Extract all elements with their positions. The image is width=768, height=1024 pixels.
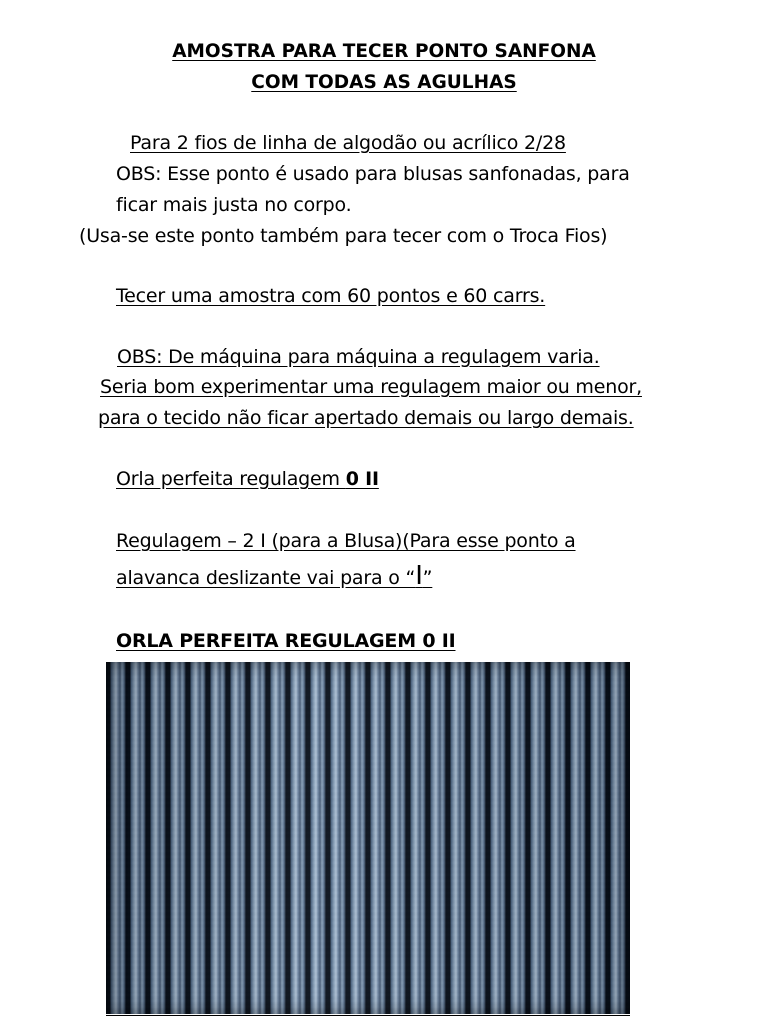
obs-2-line-1: OBS: De máquina para máquina a regulagem varia. <box>117 346 600 368</box>
regulagem-line-2-value: I <box>415 561 423 591</box>
obs-2-line-3: para o tecido não ficar apertado demais ou largo demais. <box>98 407 634 429</box>
bottom-rule <box>106 1015 630 1016</box>
regulagem-line-2 <box>116 561 433 591</box>
obs-1-line-1: OBS: Esse ponto é usado para blusas sanfonadas, para <box>116 163 630 185</box>
regulagem-line-2-prefix: alavanca deslizante vai para o “ <box>116 567 416 589</box>
photo-caption: ORLA PERFEITA REGULAGEM 0 II <box>116 630 456 652</box>
sample-instruction: Tecer uma amostra com 60 pontos e 60 carrs. <box>116 285 546 307</box>
document-title-line-2: COM TODAS AS AGULHAS <box>251 72 517 93</box>
knit-sample-photo <box>106 662 630 1014</box>
obs-2-line-2: Seria bom experimentar uma regulagem maior ou menor, <box>100 376 642 398</box>
orla-regulagem-line <box>116 467 379 491</box>
orla-value: 0 II <box>345 468 379 490</box>
regulagem-line-2-suffix: ” <box>422 567 433 589</box>
obs-1-line-2: ficar mais justa no corpo. <box>116 194 352 216</box>
yarn-line: Para 2 fios de linha de algodão ou acrílico 2/28 <box>130 132 566 154</box>
troca-fios-line: (Usa-se este ponto também para tecer com o Troca Fios) <box>79 225 608 247</box>
document-title-line-1: AMOSTRA PARA TECER PONTO SANFONA <box>172 41 596 62</box>
regulagem-line-1: Regulagem – 2 I (para a Blusa)(Para esse ponto a <box>116 530 576 552</box>
orla-prefix: Orla perfeita regulagem <box>116 468 346 490</box>
